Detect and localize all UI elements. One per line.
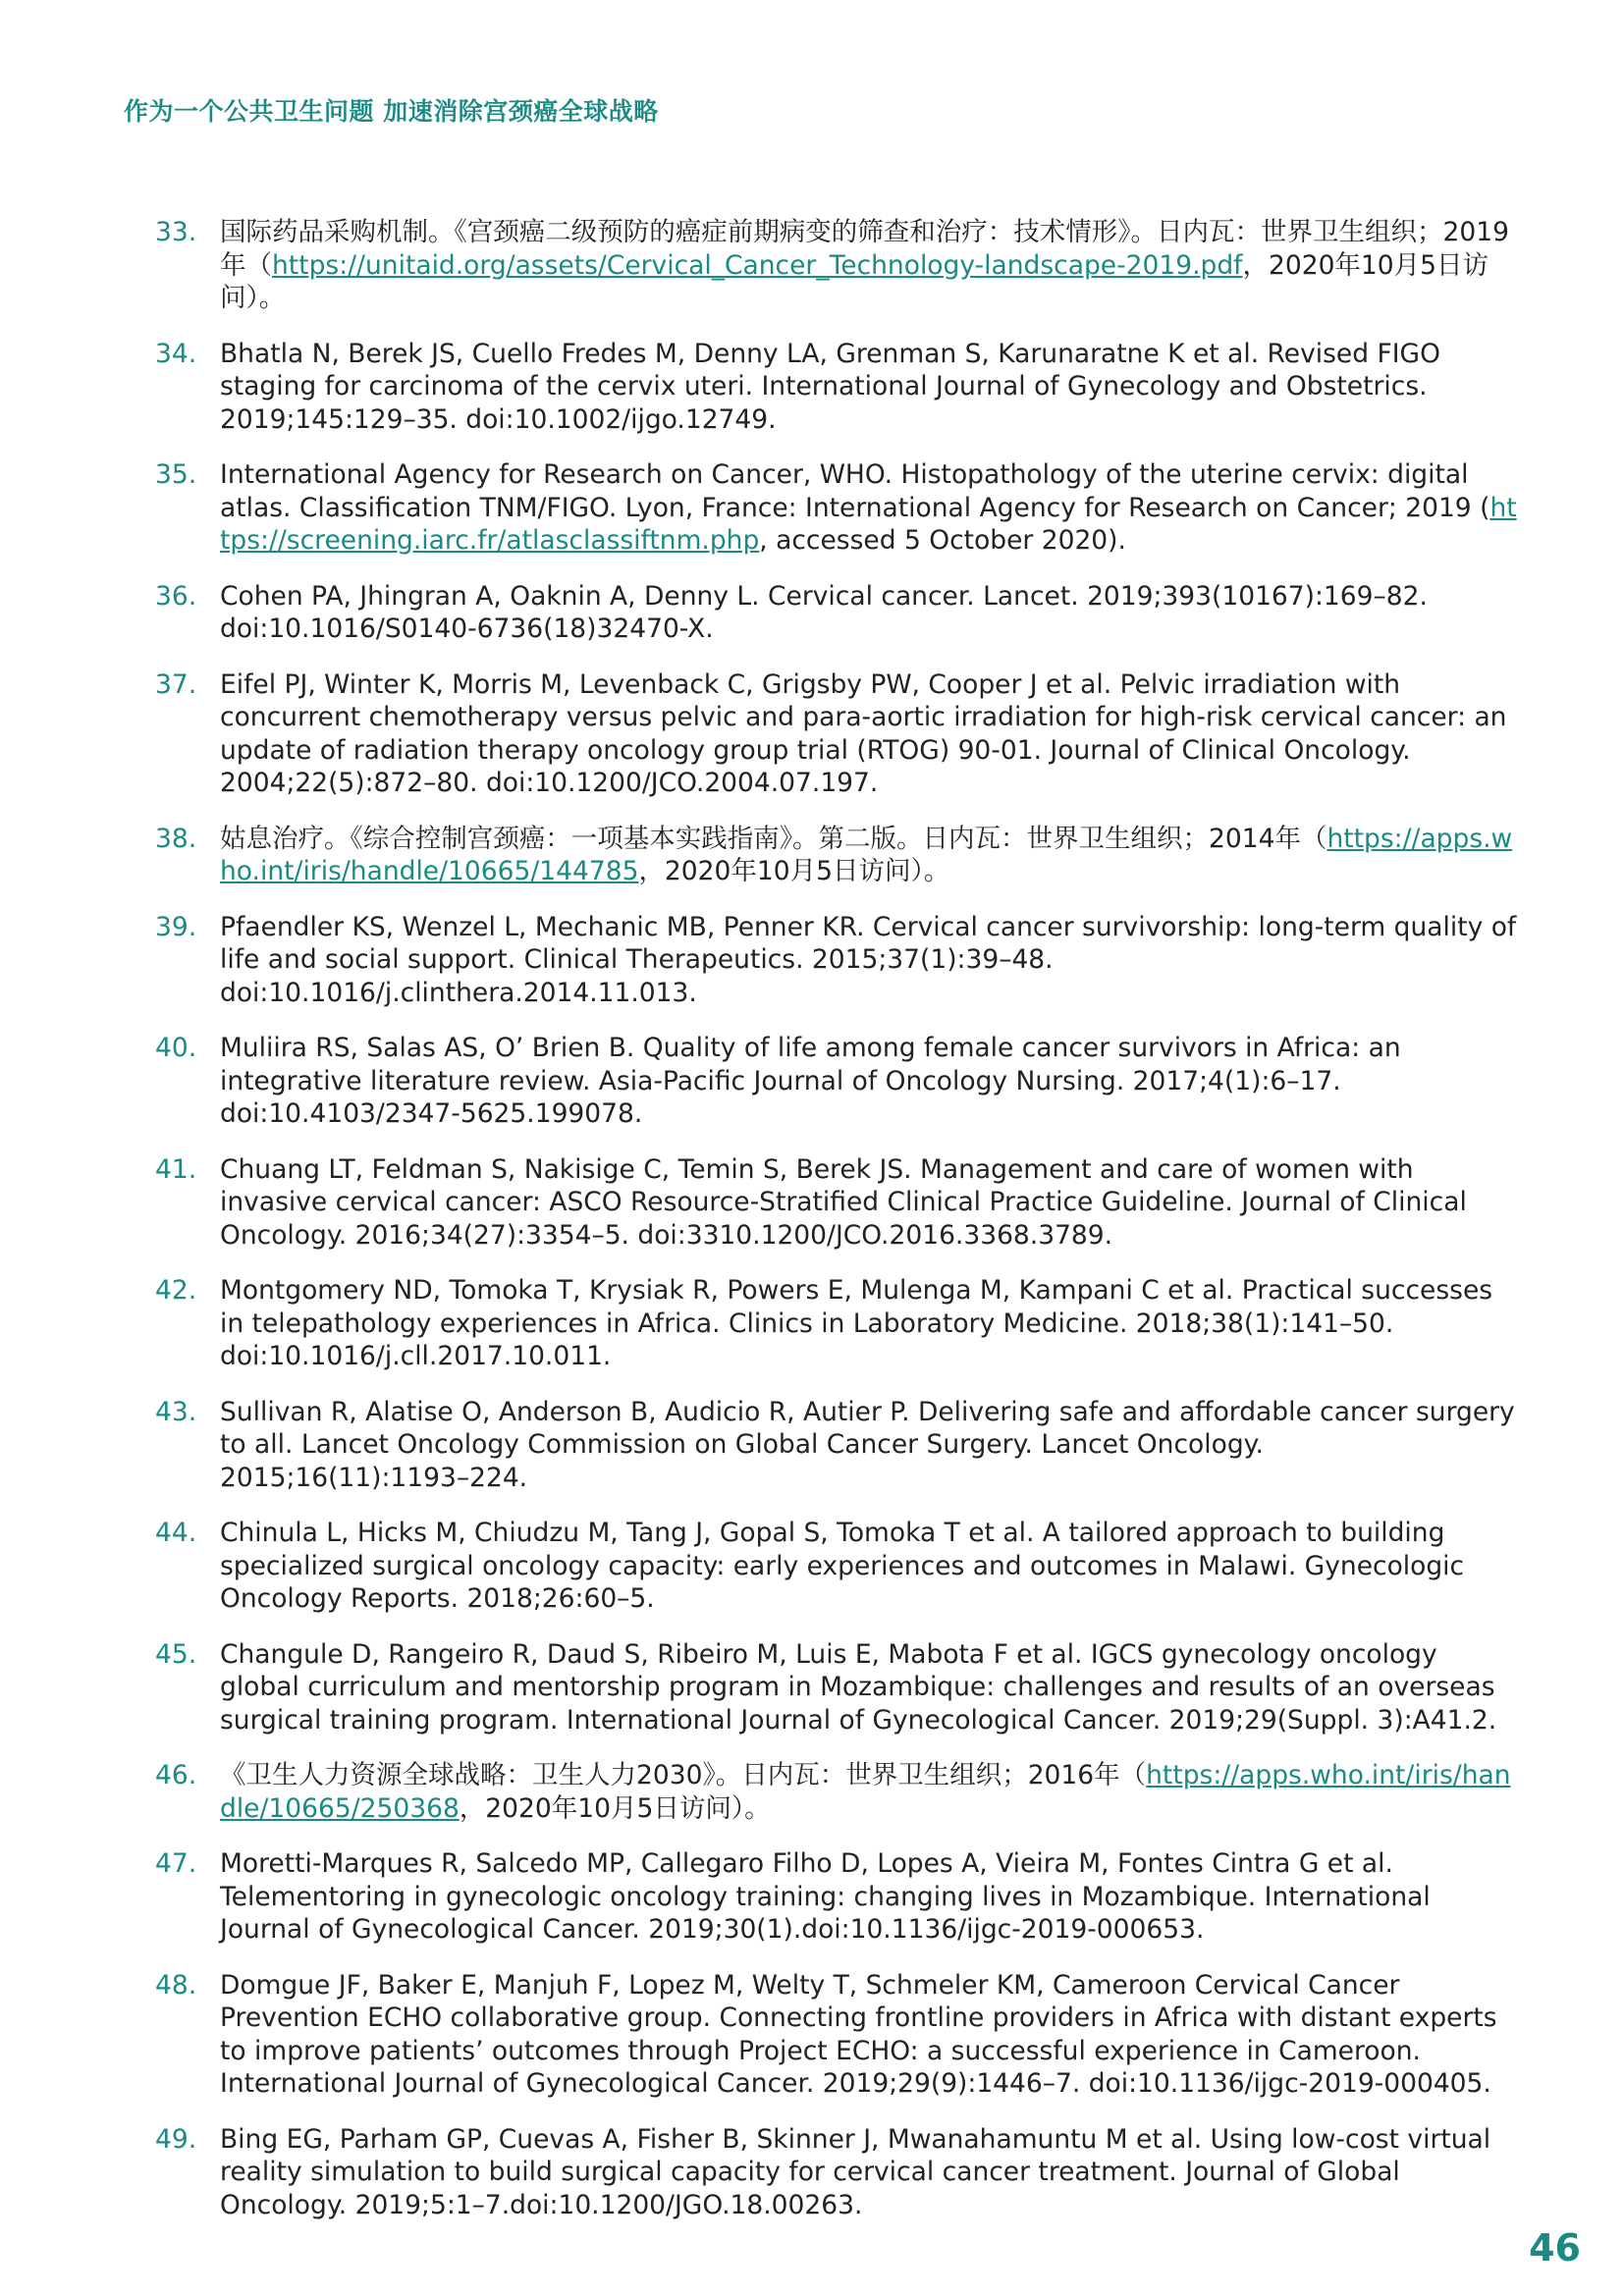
reference-body: International Agency for Research on Cancer, WHO. Histopathology of the uterine cervix: digital atlas. Classification TNM/FIGO. Lyon, France: International Agency for Research on Cancer; 2019 ( (220, 459, 1490, 523)
reference-number: 38. (155, 823, 197, 854)
reference-body: Muliira RS, Salas AS, O’ Brien B. Quality of life among female cancer survivors in Africa: an integrative literature review. Asia-Pacific Journal of Oncology Nursing. 2017;4(1):6–17. doi:10.4103/2347-5625.199078. (220, 1033, 1401, 1129)
reference-item (155, 1274, 1520, 1373)
reference-number: 47. (155, 1848, 197, 1879)
reference-text (220, 338, 1520, 437)
page-number: 46 (1529, 2226, 1581, 2269)
reference-text (220, 668, 1520, 800)
reference-link[interactable]: https://apps.who.int/iris/handle/10665/144785 (220, 823, 1513, 886)
reference-body: 姑息治疗。《综合控制宫颈癌：一项基本实践指南》。第二版。日内瓦：世界卫生组织；2014年（ (220, 823, 1327, 854)
reference-number: 40. (155, 1033, 197, 1063)
reference-item (155, 580, 1520, 646)
reference-body: Chuang LT, Feldman S, Nakisige C, Temin S, Berek JS. Management and care of women with invasive cervical cancer: ASCO Resource-Stratified Clinical Practice Guideline. Journal of Clinical Oncology. 2016;34(27):3354–5. doi:3310.1200/JCO.2016.3368.3789. (220, 1153, 1467, 1251)
reference-link[interactable]: https://screening.iarc.fr/atlasclassiftnm.php (220, 492, 1517, 556)
reference-number: 41. (155, 1153, 197, 1185)
reference-body: Sullivan R, Alatise O, Anderson B, Audicio R, Autier P. Delivering safe and affordable cancer surgery to all. Lancet Oncology Commission on Global Cancer Surgery. Lancet Oncology. 2015;16(11):1193–224. (220, 1396, 1515, 1493)
reference-body: Montgomery ND, Tomoka T, Krysiak R, Powers E, Mulenga M, Kampani C et al. Practical successes in telepathology experiences in Africa. Clinics in Laboratory Medicine. 2018;38(1):141–50. doi:10.1016/j.cll.2017.10.011. (220, 1275, 1493, 1371)
reference-number: 44. (155, 1518, 197, 1548)
reference-body: Chinula L, Hicks M, Chiudzu M, Tang J, Gopal S, Tomoka T et al. A tailored approach to building specialized surgical oncology capacity: early experiences and outcomes in Malawi. Gynecologic Oncology Reports. 2018;26:60–5. (220, 1518, 1465, 1614)
reference-item (155, 216, 1520, 315)
reference-text (220, 1396, 1520, 1495)
reference-text (220, 458, 1520, 558)
reference-body: Bhatla N, Berek JS, Cuello Fredes M, Denny LA, Grenman S, Karunaratne K et al. Revised FIGO staging for carcinoma of the cervix uteri. International Journal of Gynecology and Obstetrics. 2019;145:129–35. doi:10.1002/ijgo.12749. (220, 338, 1440, 435)
reference-item (155, 668, 1520, 800)
page-header-title: 作为一个公共卫生问题 加速消除宫颈癌全球战略 (124, 97, 659, 126)
reference-item (155, 911, 1520, 1010)
reference-item (155, 1847, 1520, 1947)
reference-body: Domgue JF, Baker E, Manjuh F, Lopez M, Welty T, Schmeler KM, Cameroon Cervical Cancer Prevention ECHO collaborative group. Connecting frontline providers in Africa with distant experts to improve patients’ outcomes through Project ECHO: a successful experience in Cameroon. International Journal of Gynecological Cancer. 2019;29(9):1446–7. doi:10.1136/ijgc-2019-000405. (220, 1969, 1497, 2099)
reference-body: 《卫生人力资源全球战略：卫生人力2030》。日内瓦：世界卫生组织；2016年（ (220, 1760, 1147, 1790)
reference-item (155, 1396, 1520, 1495)
reference-text (220, 1517, 1520, 1616)
reference-list (155, 216, 1520, 2244)
reference-body: Changule D, Rangeiro R, Daud S, Ribeiro M, Luis E, Mabota F et al. IGCS gynecology oncology global curriculum and mentorship program in Mozambique: challenges and results of an overseas surgical training program. International Journal of Gynecological Cancer. 2019;29(Suppl. 3):A41.2. (220, 1638, 1497, 1735)
reference-link[interactable]: https://apps.who.int/iris/handle/10665/250368 (220, 1760, 1511, 1824)
reference-item (155, 1153, 1520, 1253)
reference-number: 48. (155, 1969, 197, 2001)
reference-tail: , accessed 5 October 2020). (759, 525, 1126, 556)
reference-number: 33. (155, 217, 197, 247)
reference-body: Cohen PA, Jhingran A, Oaknin A, Denny L. Cervical cancer. Lancet. 2019;393(10167):169–82. doi:10.1016/S0140-6736(18)32470-X. (220, 580, 1428, 644)
reference-body: 国际药品采购机制。《宫颈癌二级预防的癌症前期病变的筛查和治疗：技术情形》。日内瓦：世界卫生组织；2019年（ (220, 217, 1509, 281)
reference-item (155, 1638, 1520, 1737)
reference-text (220, 1759, 1520, 1825)
reference-item (155, 1517, 1520, 1616)
reference-text (220, 1153, 1520, 1253)
reference-item (155, 1969, 1520, 2101)
reference-tail: ，2020年10月5日访问）。 (459, 1792, 771, 1824)
reference-number: 49. (155, 2123, 197, 2155)
reference-body: Moretti-Marques R, Salcedo MP, Callegaro Filho D, Lopes A, Vieira M, Fontes Cintra G et al. Telementoring in gynecologic oncology training: changing lives in Mozambique. International Journal of Gynecological Cancer. 2019;30(1).doi:10.1136/ijgc-2019-000653. (220, 1848, 1431, 1945)
reference-text (220, 1032, 1520, 1131)
reference-number: 39. (155, 911, 197, 942)
reference-tail: ，2020年10月5日访问）。 (220, 249, 1489, 313)
reference-number: 36. (155, 580, 197, 612)
reference-item (155, 823, 1520, 888)
reference-number: 35. (155, 459, 197, 490)
reference-text (220, 911, 1520, 1010)
reference-item (155, 1759, 1520, 1825)
reference-number: 37. (155, 668, 197, 700)
reference-text (220, 216, 1520, 315)
reference-text (220, 2123, 1520, 2222)
reference-text (220, 1969, 1520, 2101)
reference-tail: ，2020年10月5日访问）。 (638, 856, 950, 886)
reference-text (220, 823, 1520, 888)
reference-number: 46. (155, 1760, 197, 1790)
reference-item (155, 458, 1520, 558)
reference-number: 45. (155, 1638, 197, 1670)
reference-body: Pfaendler KS, Wenzel L, Mechanic MB, Penner KR. Cervical cancer survivorship: long-term quality of life and social support. Clinical Therapeutics. 2015;37(1):39–48. doi:10.1016/j.clinthera.2014.11.013. (220, 911, 1517, 1008)
reference-item (155, 2123, 1520, 2222)
reference-number: 34. (155, 338, 197, 369)
reference-number: 42. (155, 1275, 197, 1306)
reference-item (155, 1032, 1520, 1131)
reference-item (155, 338, 1520, 437)
reference-number: 43. (155, 1396, 197, 1427)
reference-text (220, 1847, 1520, 1947)
reference-text (220, 1274, 1520, 1373)
reference-body: Eifel PJ, Winter K, Morris M, Levenback C, Grigsby PW, Cooper J et al. Pelvic irradiation with concurrent chemotherapy versus pelvic and para-aortic irradiation for high-risk cervical cancer: an update of radiation therapy oncology group trial (RTOG) 90-01. Journal of Clinical Oncology. 2004;22(5):872–80. doi:10.1200/JCO.2004.07.197. (220, 668, 1507, 798)
reference-text (220, 1638, 1520, 1737)
reference-link[interactable]: https://unitaid.org/assets/Cervical_Cancer_Technology-landscape-2019.pdf (272, 249, 1243, 281)
reference-body: Bing EG, Parham GP, Cuevas A, Fisher B, Skinner J, Mwanahamuntu M et al. Using low-cost virtual reality simulation to build surgical capacity for cervical cancer treatment. Journal of Global Oncology. 2019;5:1–7.doi:10.1200/JGO.18.00263. (220, 2123, 1491, 2220)
reference-text (220, 580, 1520, 646)
